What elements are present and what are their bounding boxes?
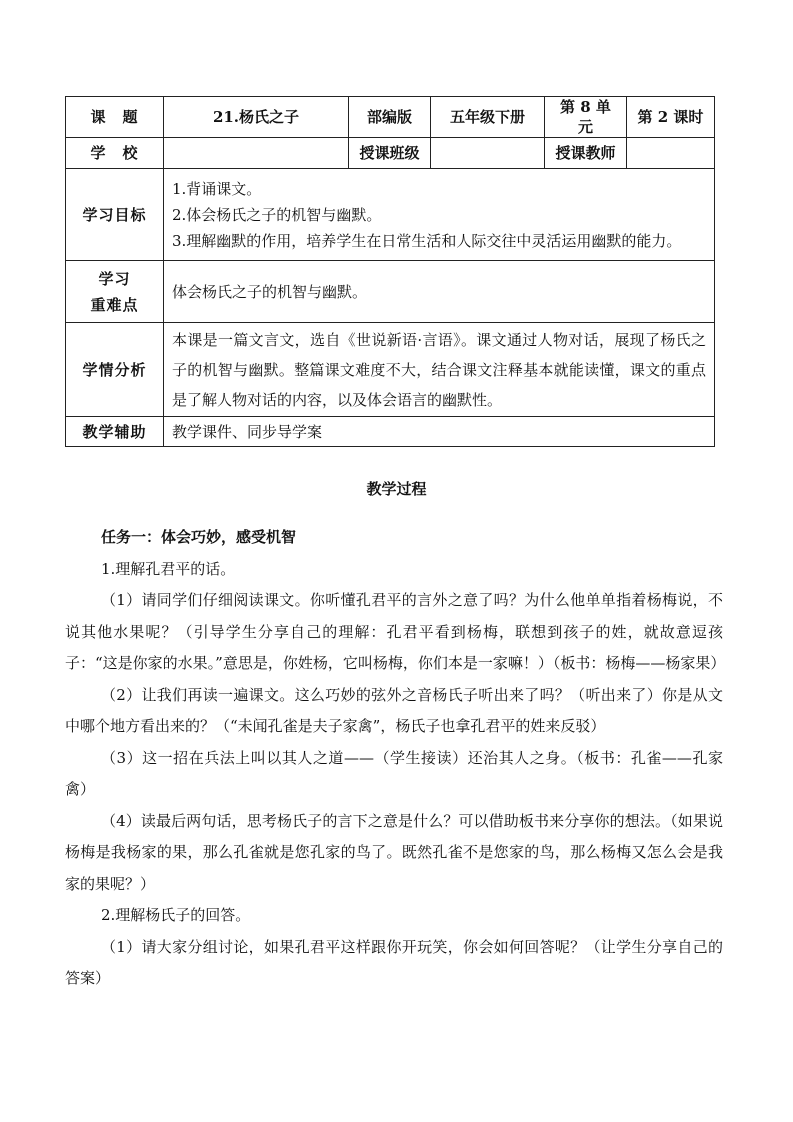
- analysis-content: [164, 323, 715, 417]
- aids-content: 教学课件、同步导学案: [164, 417, 715, 447]
- step-heading: 1.理解孔君平的话。: [101, 559, 236, 578]
- topic-label: 课 题: [66, 97, 164, 138]
- grade: 五年级下册: [431, 97, 545, 138]
- school-value[interactable]: [164, 138, 349, 169]
- lesson-info-table: [65, 96, 715, 447]
- lesson-title: 21.杨氏之子: [164, 97, 349, 138]
- table-row: [66, 169, 715, 261]
- key-points-label-line2: 重难点: [90, 295, 139, 314]
- key-points-label: [66, 261, 164, 323]
- goal-item: 2.体会杨氏之子的机智与幽默。: [172, 205, 382, 224]
- school-label: 学 校: [66, 138, 164, 169]
- paragraph: （1）请同学们仔细阅读课文。你听懂孔君平的言外之意了吗？为什么他单单指着杨梅说，不说其他水果呢？（引导学生分享自己的理解：孔君平看到杨梅，联想到孩子的姓，就故意逗孩子：“这是你家的水果。”意思是，你姓杨，它叫杨梅，你们本是一家嘛！）（板书：杨梅——杨家果）: [65, 591, 726, 672]
- teacher-label: 授课教师: [545, 138, 627, 169]
- table-row: [66, 417, 715, 447]
- analysis-text: 本课是一篇文言文，选自《世说新语·言语》。课文通过人物对话，展现了杨氏之子的机智与幽默。整篇课文难度不大，结合课文注释基本就能读懂，课文的重点是了解人物对话的内容，以及体会语言的幽默性。: [172, 330, 706, 409]
- paragraph: （4）读最后两句话，思考杨氏子的言下之意是什么？可以借助板书来分享你的想法。（如果说杨梅是我杨家的果，那么孔雀就是您孔家的鸟了。既然孔雀不是您家的鸟，那么杨梅又怎么会是我家的果呢？）: [65, 811, 723, 893]
- table-row: [66, 138, 715, 169]
- paragraph: （2）让我们再读一遍课文。这么巧妙的弦外之音杨氏子听出来了吗？（听出来了）你是从文中哪个地方看出来的？（“未闻孔雀是夫子家禽”，杨氏子也拿孔君平的姓来反驳）: [65, 685, 723, 735]
- paragraph: （3）这一招在兵法上叫以其人之道——（学生接读）还治其人之身。（板书：孔雀——孔家禽）: [65, 748, 723, 798]
- table-row: [66, 261, 715, 323]
- aids-label: 教学辅助: [66, 417, 164, 447]
- key-points-label-line1: 学习: [98, 269, 131, 288]
- class-label: 授课班级: [349, 138, 431, 169]
- table-row: [66, 97, 715, 138]
- key-points-content: 体会杨氏之子的机智与幽默。: [164, 261, 715, 323]
- edition: 部编版: [349, 97, 431, 138]
- goals-content: [164, 169, 715, 261]
- goal-item: 3.理解幽默的作用，培养学生在日常生活和人际交往中灵活运用幽默的能力。: [172, 231, 682, 250]
- unit: 第 8 单元: [545, 97, 627, 138]
- goals-label: 学习目标: [66, 169, 164, 261]
- step-heading: 2.理解杨氏子的回答。: [101, 906, 251, 924]
- teacher-value[interactable]: [627, 138, 715, 169]
- paragraph: （1）请大家分组讨论，如果孔君平这样跟你开玩笑，你会如何回答呢？（让学生分享自己的答案）: [65, 937, 723, 987]
- lesson-number: 第 2 课时: [627, 97, 715, 138]
- process-content: [65, 522, 726, 995]
- table-row: [66, 323, 715, 417]
- task-heading: 任务一：体会巧妙，感受机智: [101, 528, 297, 546]
- goal-item: 1.背诵课文。: [172, 179, 262, 198]
- analysis-label: 学情分析: [66, 323, 164, 417]
- class-value[interactable]: [431, 138, 545, 169]
- section-title: 教学过程: [366, 480, 427, 498]
